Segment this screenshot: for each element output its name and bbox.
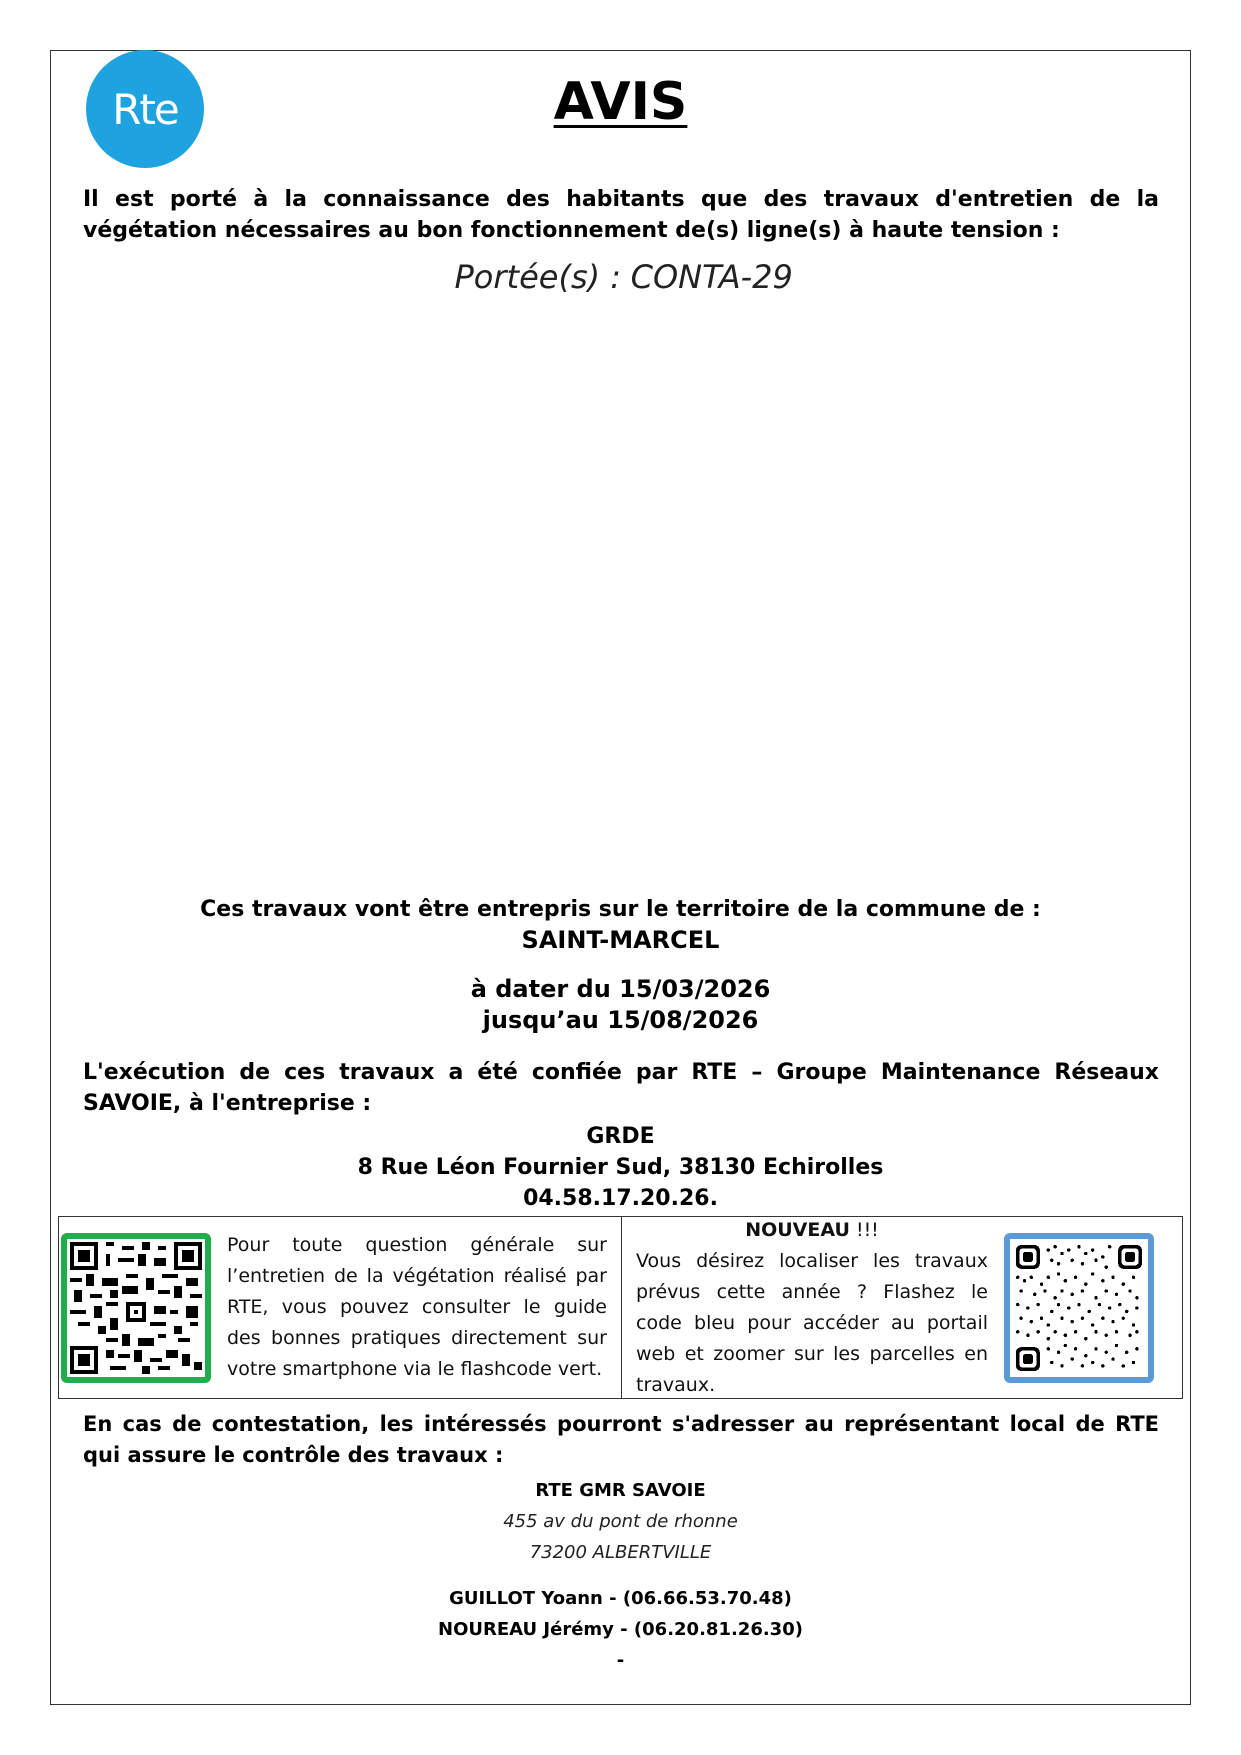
blue-qr-code[interactable] xyxy=(1004,1233,1154,1383)
contest-paragraph: En cas de contestation, les intéressés pourront s'adresser au représentant local de RTE qui assure le contrôle des travaux : xyxy=(83,1412,1159,1467)
person-2: NOUREAU Jérémy - (06.20.81.26.30) xyxy=(438,1619,803,1640)
portee-value: CONTA-29 xyxy=(630,258,793,296)
person-1: GUILLOT Yoann - (06.66.53.70.48) xyxy=(449,1588,792,1609)
contact-address-line1: 455 av du pont de rhonne xyxy=(503,1511,738,1532)
green-qr-code[interactable] xyxy=(61,1233,211,1383)
portee-label: Portée(s) : xyxy=(454,258,622,296)
date-to: jusqu’au 15/08/2026 xyxy=(482,1006,759,1034)
people-block xyxy=(0,1583,1241,1676)
company-name: GRDE xyxy=(586,1124,655,1149)
qr-code-icon xyxy=(70,1242,202,1374)
company-address: 8 Rue Léon Fournier Sud, 38130 Echirolles xyxy=(357,1155,884,1180)
qr-left-text: Pour toute question générale sur l’entretien de la végétation réalisé par RTE, vous pouvez consulter le guide des bonnes pratiques directement sur votre smartphone via le flashcode vert. xyxy=(227,1234,607,1380)
commune-name: SAINT-MARCEL xyxy=(521,926,720,954)
portee-line xyxy=(0,258,1241,296)
nouveau-label: NOUVEAU xyxy=(745,1218,850,1241)
qr-info-table xyxy=(58,1216,1183,1399)
execution-paragraph: L'exécution de ces travaux a été confiée par RTE – Groupe Maintenance Réseaux SAVOIE, à l'entreprise : xyxy=(83,1060,1159,1116)
qr-left-cell xyxy=(59,1217,622,1398)
person-3: - xyxy=(616,1650,625,1671)
company-phone: 04.58.17.20.26. xyxy=(523,1186,718,1211)
company-block xyxy=(0,1121,1241,1214)
page-title: AVIS xyxy=(553,72,688,132)
logo-text: Rte xyxy=(112,84,178,134)
commune-section xyxy=(0,894,1241,956)
nouveau-suffix: !!! xyxy=(855,1218,879,1241)
dates-section xyxy=(0,974,1241,1036)
date-from: à dater du 15/03/2026 xyxy=(470,975,771,1003)
qr-right-text-block xyxy=(636,1215,988,1401)
qr-right-text: Vous désirez localiser les travaux prévus cette année ? Flashez le code bleu pour accéder au portail web et zoomer sur les parcelles en travaux. xyxy=(636,1249,988,1396)
commune-intro-text: Ces travaux vont être entrepris sur le territoire de la commune de : xyxy=(200,897,1041,922)
intro-paragraph: Il est porté à la connaissance des habitants que des travaux d'entretien de la végétation nécessaires au bon fonctionnement de(s) ligne(s) à haute tension : xyxy=(83,187,1159,243)
contact-block xyxy=(0,1475,1241,1568)
contact-name: RTE GMR SAVOIE xyxy=(535,1480,706,1501)
qr-code-icon xyxy=(1016,1245,1142,1371)
nouveau-heading xyxy=(636,1215,988,1246)
contact-address-line2: 73200 ALBERTVILLE xyxy=(529,1542,712,1563)
qr-right-cell xyxy=(622,1217,1182,1398)
